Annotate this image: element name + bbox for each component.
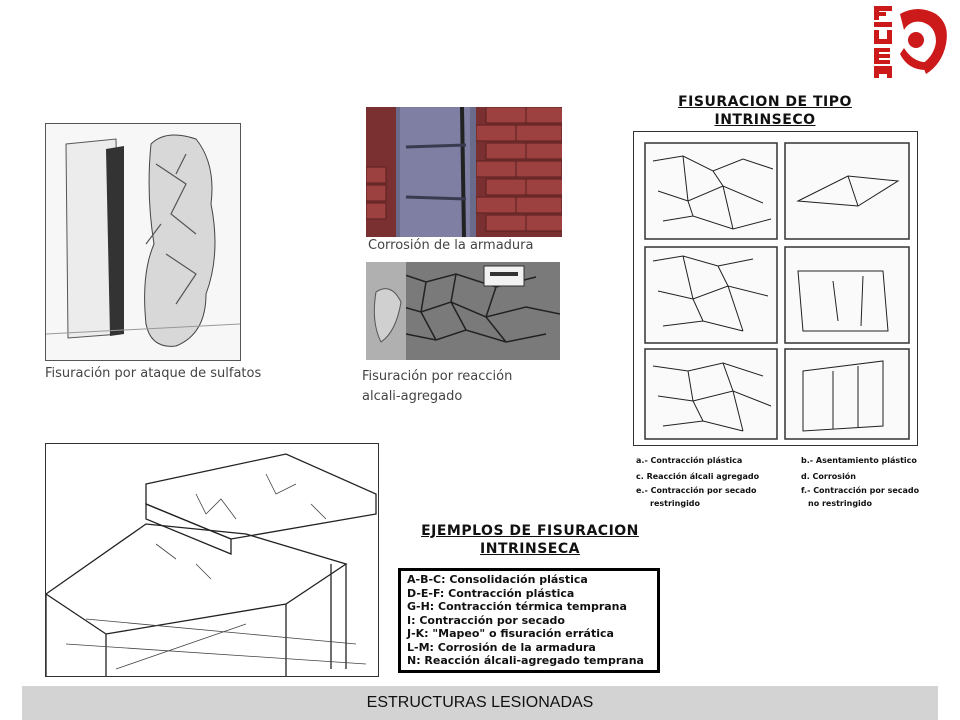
alcali-caption: [362, 367, 512, 407]
tipo-title-line1: FISURACION DE TIPO: [678, 94, 852, 110]
legend-a: a.- Contracción plástica: [636, 456, 743, 465]
ejemplo-item: I: Contracción por secado: [407, 613, 565, 627]
ejemplo-item: A-B-C: Consolidación plástica: [407, 573, 588, 586]
ejemplos-title-line2: INTRINSECA: [480, 541, 580, 557]
tipo-diagram: [633, 131, 918, 446]
ejemplo-item: L-M: Corrosión de la armadura: [407, 640, 596, 654]
legend-c: c. Reacción álcali agregado: [636, 472, 760, 481]
legend-e: e.- Contracción por secado: [636, 486, 757, 495]
alcali-caption-line2: alcali-agregado: [362, 389, 463, 404]
footer-title: ESTRUCTURAS LESIONADAS: [22, 686, 938, 720]
fiuba-logo: [870, 4, 954, 80]
ejemplo-item: D-E-F: Contracción plástica: [407, 586, 575, 600]
alcali-caption-line1: Fisuración por reacción: [362, 369, 513, 384]
tipo-legend: [636, 456, 926, 516]
tipo-title: [660, 93, 870, 129]
ejemplo-item: J-K: "Mapeo" o fisuración errática: [407, 627, 614, 640]
legend-f: f.- Contracción por secado: [801, 486, 920, 495]
tipo-title-line2: INTRINSECO: [714, 112, 816, 128]
corrosion-caption: Corrosión de la armadura: [368, 238, 534, 253]
alcali-photo: [366, 262, 560, 360]
ejemplos-title: [390, 522, 670, 558]
ejemplos-legend-box: [398, 568, 660, 673]
corrosion-photo: [366, 107, 562, 237]
sulfatos-photo: [45, 123, 241, 361]
isometric-drawing: [45, 443, 379, 677]
ejemplos-title-line1: EJEMPLOS DE FISURACION: [421, 523, 639, 539]
ejemplo-item: N: Reacción álcali-agregado temprana: [407, 654, 644, 667]
legend-b: b.- Asentamiento plástico: [801, 456, 917, 465]
legend-f2: no restringido: [808, 499, 873, 508]
legend-d: d. Corrosión: [801, 472, 856, 481]
legend-e2: restringido: [650, 499, 701, 508]
sulfatos-caption: Fisuración por ataque de sulfatos: [45, 366, 262, 381]
ejemplo-item: G-H: Contracción térmica temprana: [407, 600, 627, 613]
